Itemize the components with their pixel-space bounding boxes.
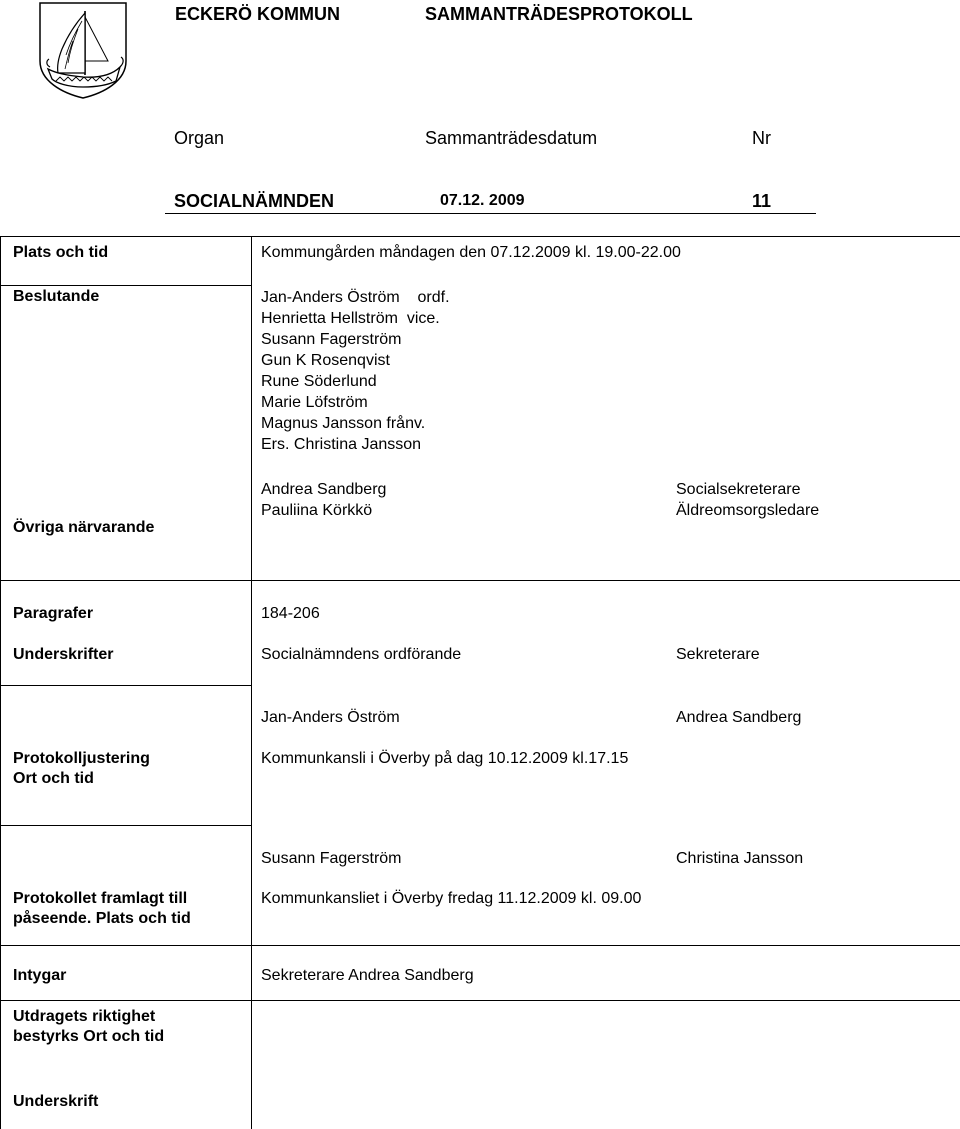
column-header-organ: Organ bbox=[174, 128, 225, 148]
table-left-border bbox=[0, 236, 1, 1129]
member-item: Marie Löfström bbox=[261, 394, 368, 411]
value-protokollet-framlagt: Kommunkansliet i Överby fredag 11.12.2009 kl. 09.00 bbox=[261, 890, 642, 907]
row-divider bbox=[0, 285, 251, 286]
attendee-name: Andrea Sandberg bbox=[261, 481, 387, 498]
label-underskrifter: Underskrifter bbox=[13, 646, 114, 663]
label-paragrafer: Paragrafer bbox=[13, 605, 94, 622]
label-intygar: Intygar bbox=[13, 967, 67, 984]
row-divider bbox=[0, 685, 251, 686]
table-column-divider bbox=[251, 236, 252, 1129]
label-underskrift: Underskrift bbox=[13, 1093, 99, 1110]
member-item: Jan-Anders Öström ordf. bbox=[261, 289, 450, 306]
attendee-name: Pauliina Körkkö bbox=[261, 502, 373, 519]
member-item: Susann Fagerström bbox=[261, 331, 402, 348]
column-header-date: Sammanträdesdatum bbox=[425, 128, 598, 148]
protocol-number: 11 bbox=[752, 191, 772, 211]
meeting-date: 07.12. 2009 bbox=[440, 192, 525, 209]
label-utdragets-riktighet: Utdragets riktighet bestyrks Ort och tid bbox=[13, 1008, 165, 1045]
organ-value: SOCIALNÄMNDEN bbox=[174, 191, 334, 211]
chair-title: Socialnämndens ordförande bbox=[261, 646, 462, 663]
secretary-title: Sekreterare bbox=[676, 646, 760, 663]
value-protokolljustering: Kommunkansli i Överby på dag 10.12.2009 kl.17.15 bbox=[261, 750, 629, 767]
label-plats-och-tid: Plats och tid bbox=[13, 244, 109, 261]
member-item: Gun K Rosenqvist bbox=[261, 352, 390, 369]
label-ort-och-tid: Ort och tid bbox=[13, 770, 94, 787]
adjuster-name: Susann Fagerström bbox=[261, 850, 402, 867]
municipality-name: ECKERÖ KOMMUN bbox=[175, 4, 340, 24]
secretary-name: Andrea Sandberg bbox=[676, 709, 802, 726]
adjuster-name: Christina Jansson bbox=[676, 850, 804, 867]
member-item: Ers. Christina Jansson bbox=[261, 436, 422, 453]
value-intygar: Sekreterare Andrea Sandberg bbox=[261, 967, 474, 984]
member-item: Rune Söderlund bbox=[261, 373, 377, 390]
chair-name: Jan-Anders Öström bbox=[261, 709, 400, 726]
value-plats-och-tid: Kommungården måndagen den 07.12.2009 kl. 19.00-22.00 bbox=[261, 244, 681, 261]
header-underline bbox=[165, 213, 816, 214]
coat-of-arms-logo bbox=[38, 1, 128, 99]
label-protokolljustering: Protokolljustering bbox=[13, 750, 150, 767]
value-paragrafer: 184-206 bbox=[261, 605, 320, 622]
attendee-role: Äldreomsorgsledare bbox=[676, 502, 820, 519]
document-type: SAMMANTRÄDESPROTOKOLL bbox=[425, 4, 693, 24]
row-divider bbox=[0, 580, 960, 581]
member-item: Henrietta Hellström vice. bbox=[261, 310, 440, 327]
attendee-role: Socialsekreterare bbox=[676, 481, 801, 498]
row-divider bbox=[0, 1000, 960, 1001]
column-header-nr: Nr bbox=[752, 128, 771, 148]
label-beslutande: Beslutande bbox=[13, 288, 100, 305]
member-item: Magnus Jansson frånv. bbox=[261, 415, 426, 432]
label-protokollet-framlagt: Protokollet framlagt till påseende. Plats och tid bbox=[13, 890, 191, 927]
row-divider bbox=[0, 825, 251, 826]
row-divider bbox=[0, 945, 960, 946]
label-ovriga-narvarande: Övriga närvarande bbox=[13, 519, 155, 536]
table-top-border bbox=[0, 236, 960, 237]
